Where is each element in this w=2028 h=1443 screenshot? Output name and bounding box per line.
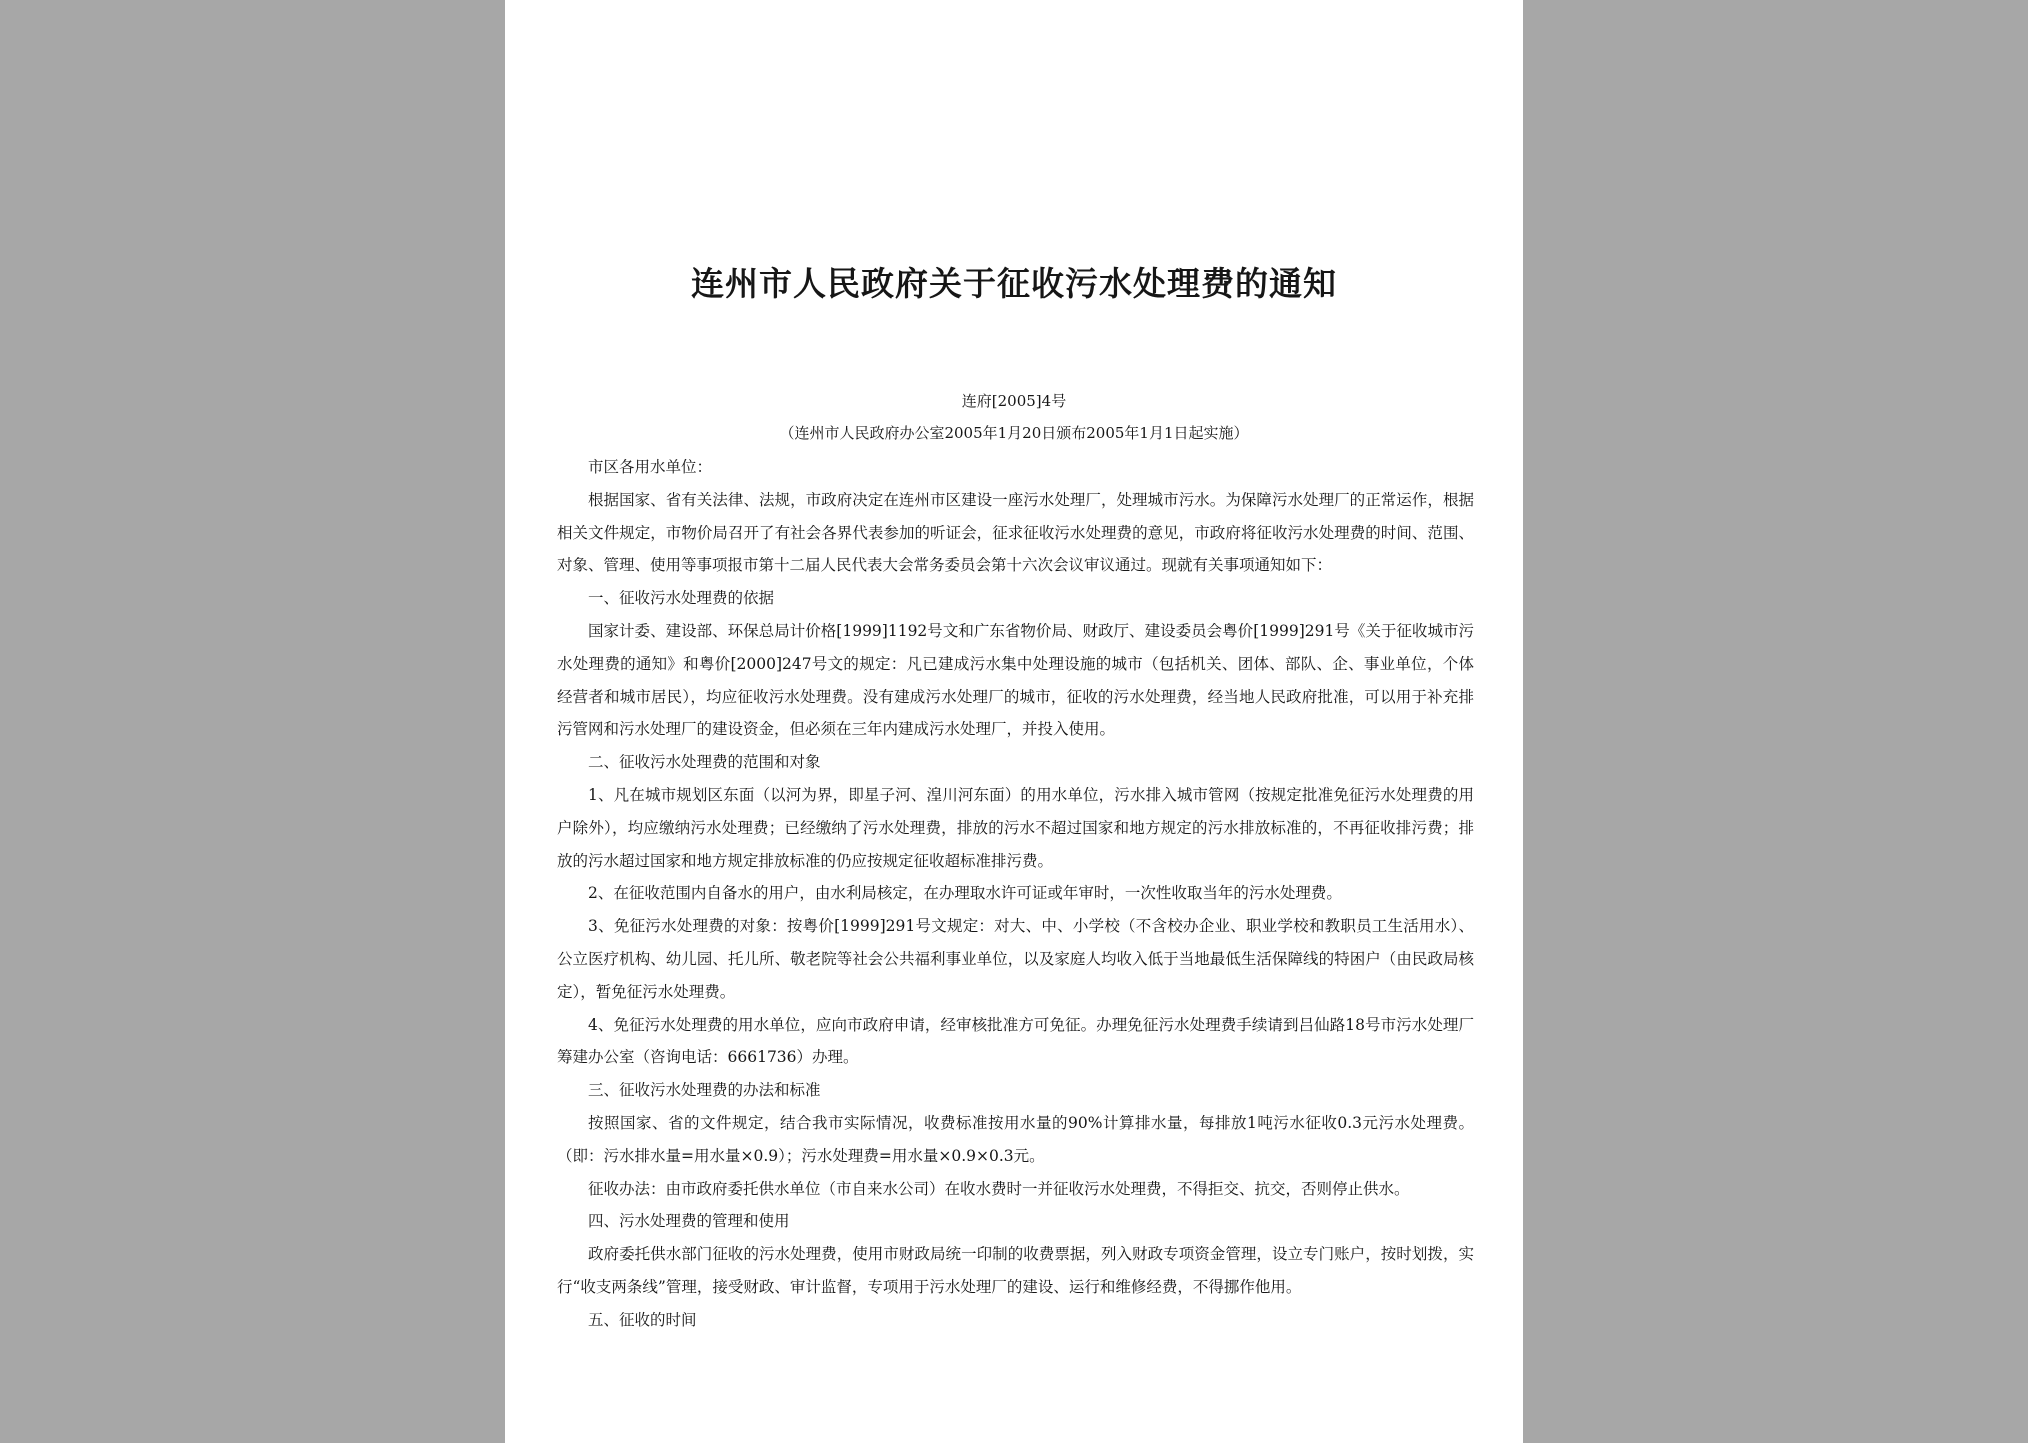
section-heading: 一、征收污水处理费的依据 <box>588 589 775 608</box>
body-paragraph: 2、在征收范围内自备水的用户，由水利局核定，在办理取水许可证或年审时，一次性收取当年的污水处理费。 <box>588 884 1342 903</box>
section-heading: 二、征收污水处理费的范围和对象 <box>588 753 821 772</box>
issued-note: （连州市人民政府办公室2005年1月20日颁布2005年1月1日起实施） <box>779 424 1249 442</box>
body-paragraph: 国家计委、建设部、环保总局计价格[1999]1192号文和广东省物价局、财政厅、建设委员会粤价[1999]291号《关于征收城市污水处理费的通知》和粤价[2000]247号文的规定：凡已建成污水集中处理设施的城市（包括机关、团体、部队、企、事业单位，个体经营者和城市居民），均应征收污水处理费。没有建成污水处理厂的城市，征收的污水处理费，经当地人民政府批准，可以用于补充排污管网和污水处理厂的建设资金，但必须在三年内建成污水处理厂，并投入使用。 <box>557 621 1474 739</box>
section-heading: 四、污水处理费的管理和使用 <box>588 1212 790 1231</box>
document-page <box>505 0 1523 1443</box>
body-paragraph: 政府委托供水部门征收的污水处理费，使用市财政局统一印制的收费票据，列入财政专项资金管理，设立专门账户，按时划拨，实行“收支两条线”管理，接受财政、审计监督，专项用于污水处理厂的建设、运行和维修经费，不得挪作他用。 <box>557 1245 1474 1296</box>
body-paragraph: 1、凡在城市规划区东面（以河为界，即星子河、湟川河东面）的用水单位，污水排入城市管网（按规定批准免征污水处理费的用户除外），均应缴纳污水处理费；已经缴纳了污水处理费，排放的污水不超过国家和地方规定的污水排放标准的，不再征收排污费；排放的污水超过国家和地方规定排放标准的仍应按规定征收超标准排污费。 <box>557 785 1474 870</box>
body-paragraph: 3、免征污水处理费的对象：按粤价[1999]291号文规定：对大、中、小学校（不含校办企业、职业学校和教职员工生活用水）、公立医疗机构、幼儿园、托儿所、敬老院等社会公共福利事业单位，以及家庭人均收入低于当地最低生活保障线的特困户（由民政局核定），暂免征污水处理费。 <box>557 917 1474 1001</box>
body-paragraph: 征收办法：由市政府委托供水单位（市自来水公司）在收水费时一并征收污水处理费，不得拒交、抗交，否则停止供水。 <box>588 1179 1410 1198</box>
intro-paragraph: 根据国家、省有关法律、法规，市政府决定在连州市区建设一座污水处理厂，处理城市污水。为保障污水处理厂的正常运作，根据相关文件规定，市物价局召开了有社会各界代表参加的听证会，征求征收污水处理费的意见，市政府将征收污水处理费的时间、范围、对象、管理、使用等事项报市第十二届人民代表大会常务委员会第十六次会议审议通过。现就有关事项通知如下： <box>557 490 1474 575</box>
document-body <box>557 451 1474 1337</box>
body-paragraph: 按照国家、省的文件规定，结合我市实际情况，收费标准按用水量的90%计算排水量，每排放1吨污水征收0.3元污水处理费。（即：污水排水量=用水量×0.9）；污水处理费=用水量×0.9×0.3元。 <box>557 1113 1474 1165</box>
section-heading: 三、征收污水处理费的办法和标准 <box>588 1081 821 1100</box>
document-number: 连府[2005]4号 <box>961 392 1067 410</box>
document-title: 连州市人民政府关于征收污水处理费的通知 <box>691 264 1337 303</box>
body-paragraph: 4、免征污水处理费的用水单位，应向市政府申请，经审核批准方可免征。办理免征污水处理费手续请到吕仙路18号市污水处理厂筹建办公室（咨询电话：6661736）办理。 <box>557 1015 1474 1067</box>
section-heading: 五、征收的时间 <box>588 1310 697 1329</box>
salutation: 市区各用水单位： <box>588 458 713 476</box>
